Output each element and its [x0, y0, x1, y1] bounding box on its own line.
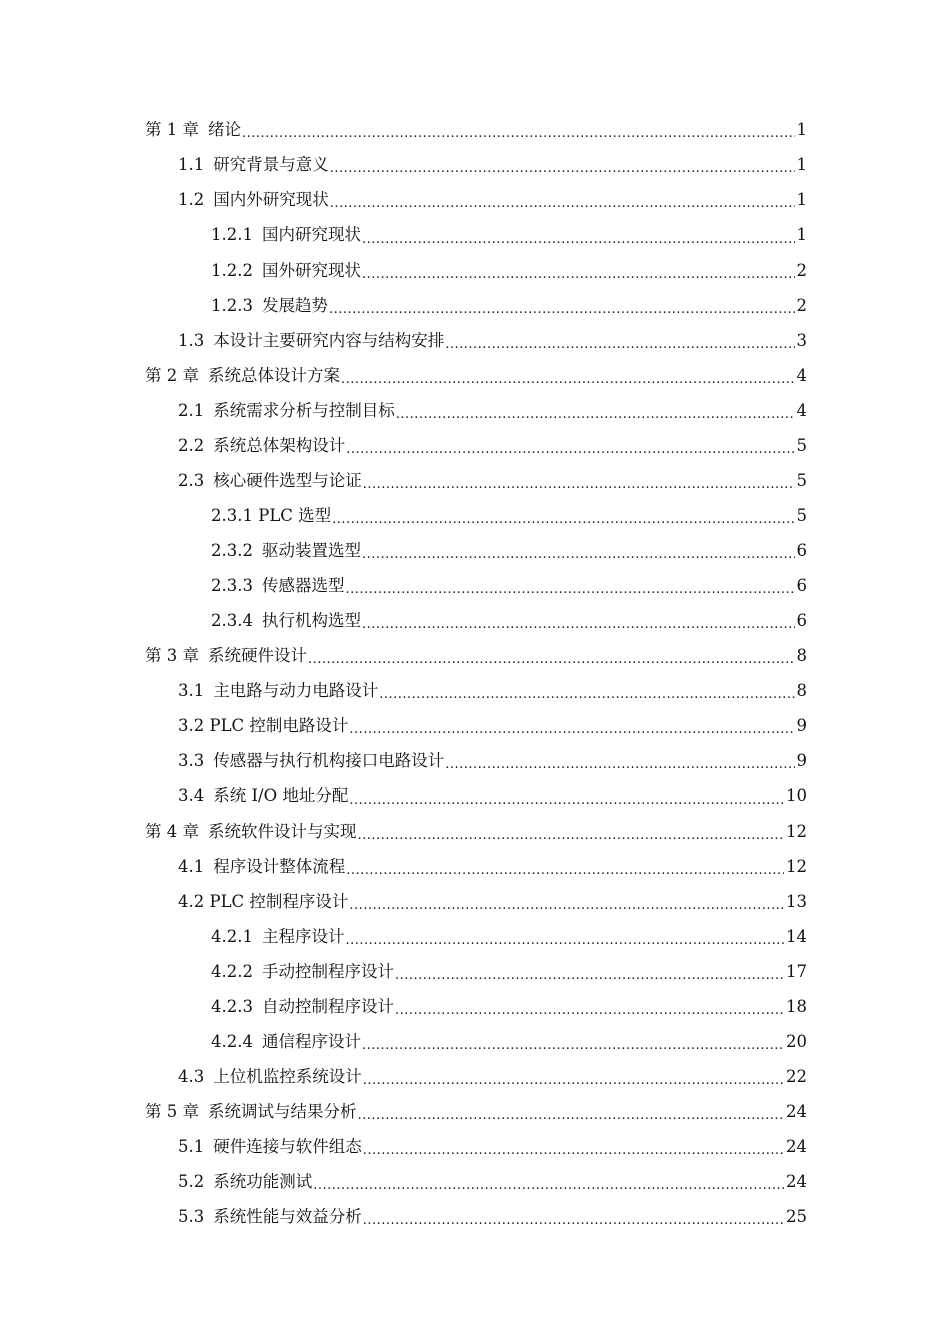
toc-entry[interactable] — [145, 569, 807, 604]
toc-entry-number: 2.3.4 — [211, 611, 253, 631]
toc-entry[interactable] — [145, 253, 807, 288]
toc-entry-page-number: 9 — [796, 716, 807, 736]
toc-entry-title: 传感器与执行机构接口电路设计 — [213, 751, 445, 771]
toc-entry-title: 驱动装置选型 — [261, 541, 361, 561]
toc-entry-page-number: 24 — [786, 1102, 807, 1122]
toc-entry[interactable] — [145, 113, 807, 148]
toc-entry-title: 发展趋势 — [261, 295, 328, 315]
toc-entry-title: 2.3.1 PLC 选型 — [211, 505, 332, 525]
toc-dot-leader — [362, 263, 795, 280]
toc-dot-leader — [363, 1069, 784, 1086]
toc-entry-title: 系统总体设计方案 — [208, 365, 340, 385]
toc-dot-leader — [341, 368, 795, 385]
toc-entry-title: 国内外研究现状 — [213, 190, 329, 210]
toc-entry[interactable] — [145, 499, 807, 534]
toc-entry-title: 3.2 PLC 控制电路设计 — [178, 716, 349, 736]
toc-entry-number: 1.2 — [178, 190, 205, 210]
toc-dot-leader — [395, 999, 784, 1016]
toc-entry-number: 4.2.3 — [211, 996, 253, 1016]
toc-entry-number: 1.2.1 — [211, 225, 253, 245]
toc-entry-page-number: 17 — [786, 961, 807, 981]
toc-entry-title: 本设计主要研究内容与结构安排 — [213, 330, 445, 350]
toc-entry-page-number: 3 — [796, 330, 807, 350]
toc-entry-page-number: 1 — [796, 225, 807, 245]
toc-entry-title: 系统调试与结果分析 — [208, 1102, 357, 1122]
toc-dot-leader — [346, 438, 794, 455]
toc-entry-title: 核心硬件选型与论证 — [213, 470, 362, 490]
toc-entry[interactable] — [145, 1025, 807, 1060]
toc-dot-leader — [362, 613, 795, 630]
toc-entry-title: 系统需求分析与控制目标 — [213, 400, 395, 420]
toc-entry[interactable] — [145, 884, 807, 919]
toc-entry-page-number: 25 — [786, 1207, 807, 1227]
toc-entry-number: 5.2 — [178, 1172, 205, 1192]
toc-entry-page-number: 18 — [786, 996, 807, 1016]
table-of-contents — [145, 113, 807, 1235]
toc-dot-leader — [358, 1104, 785, 1121]
toc-dot-leader — [345, 929, 784, 946]
toc-entry-page-number: 13 — [786, 891, 807, 911]
toc-entry-page-number: 2 — [796, 260, 807, 280]
toc-entry-number: 1.2.2 — [211, 260, 253, 280]
toc-entry-number: 4.3 — [178, 1066, 205, 1086]
toc-entry-number: 第 2 章 — [145, 365, 199, 385]
toc-entry-title: 系统功能测试 — [213, 1172, 313, 1192]
toc-dot-leader — [358, 824, 785, 841]
toc-entry-title: 上位机监控系统设计 — [213, 1066, 362, 1086]
toc-entry[interactable] — [145, 779, 807, 814]
toc-entry[interactable] — [145, 604, 807, 639]
toc-entry[interactable] — [145, 534, 807, 569]
toc-entry-number: 5.1 — [178, 1137, 205, 1157]
toc-entry-number: 第 3 章 — [145, 646, 199, 666]
toc-entry-title: 系统总体架构设计 — [213, 435, 346, 455]
toc-entry-page-number: 24 — [786, 1137, 807, 1157]
toc-entry-title: 传感器选型 — [261, 576, 345, 596]
toc-entry-page-number: 5 — [796, 505, 807, 525]
toc-entry[interactable] — [145, 323, 807, 358]
toc-entry-page-number: 4 — [796, 400, 807, 420]
toc-dot-leader — [362, 227, 795, 244]
toc-entry[interactable] — [145, 288, 807, 323]
toc-entry[interactable] — [145, 148, 807, 183]
toc-entry[interactable] — [145, 849, 807, 884]
toc-entry-page-number: 8 — [796, 681, 807, 701]
toc-entry[interactable] — [145, 394, 807, 429]
toc-dot-leader — [345, 578, 794, 595]
toc-entry-number: 4.2.4 — [211, 1031, 253, 1051]
toc-entry-title: 主电路与动力电路设计 — [213, 681, 379, 701]
toc-dot-leader — [330, 192, 795, 209]
toc-entry-page-number: 1 — [796, 120, 807, 140]
toc-entry-number: 4.1 — [178, 856, 205, 876]
toc-dot-leader — [308, 648, 795, 665]
toc-entry-page-number: 22 — [786, 1066, 807, 1086]
toc-entry-title: 研究背景与意义 — [213, 155, 329, 175]
toc-entry-number: 2.2 — [178, 435, 205, 455]
toc-entry[interactable] — [145, 1200, 807, 1235]
toc-entry[interactable] — [145, 1095, 807, 1130]
toc-entry[interactable] — [145, 990, 807, 1025]
toc-dot-leader — [362, 543, 795, 560]
toc-dot-leader — [395, 964, 784, 981]
toc-entry-number: 第 1 章 — [145, 120, 199, 140]
toc-entry-number: 2.3.2 — [211, 541, 253, 561]
toc-dot-leader — [379, 683, 794, 700]
toc-entry-number: 1.1 — [178, 155, 205, 175]
toc-entry-title: 主程序设计 — [261, 926, 345, 946]
toc-entry-title: 国外研究现状 — [261, 260, 361, 280]
toc-entry-title: 系统性能与效益分析 — [213, 1207, 362, 1227]
toc-dot-leader — [349, 788, 784, 805]
toc-entry-number: 第 5 章 — [145, 1102, 199, 1122]
toc-dot-leader — [363, 1139, 784, 1156]
toc-entry-title: 系统硬件设计 — [208, 646, 307, 666]
toc-entry-title: 系统 I/O 地址分配 — [213, 786, 349, 806]
toc-dot-leader — [242, 122, 795, 139]
toc-entry-number: 1.2.3 — [211, 295, 253, 315]
toc-dot-leader — [445, 333, 794, 350]
toc-entry-number: 2.3 — [178, 470, 205, 490]
toc-entry-number: 2.3.3 — [211, 576, 253, 596]
toc-entry[interactable] — [145, 814, 807, 849]
toc-entry[interactable] — [145, 955, 807, 990]
toc-entry-number: 1.3 — [178, 330, 205, 350]
toc-dot-leader — [349, 894, 784, 911]
toc-entry-number: 第 4 章 — [145, 821, 199, 841]
toc-entry-page-number: 9 — [796, 751, 807, 771]
toc-dot-leader — [330, 157, 795, 174]
toc-entry-number: 4.2.1 — [211, 926, 253, 946]
toc-dot-leader — [346, 859, 784, 876]
toc-entry-number: 3.1 — [178, 681, 205, 701]
toc-entry-title: 程序设计整体流程 — [213, 856, 346, 876]
toc-entry-number: 3.3 — [178, 751, 205, 771]
toc-dot-leader — [363, 1209, 784, 1226]
toc-entry-title: 绪论 — [208, 120, 241, 140]
toc-entry-title: 执行机构选型 — [261, 611, 361, 631]
toc-dot-leader — [363, 473, 795, 490]
toc-entry-number: 2.1 — [178, 400, 205, 420]
toc-entry[interactable] — [145, 183, 807, 218]
toc-entry[interactable] — [145, 218, 807, 253]
toc-entry-page-number: 1 — [796, 155, 807, 175]
toc-entry-page-number: 24 — [786, 1172, 807, 1192]
toc-entry[interactable] — [145, 709, 807, 744]
toc-entry-page-number: 12 — [786, 821, 807, 841]
toc-entry[interactable] — [145, 639, 807, 674]
toc-dot-leader — [313, 1174, 784, 1191]
toc-entry-title: 硬件连接与软件组态 — [213, 1137, 362, 1157]
toc-entry-title: 自动控制程序设计 — [261, 996, 394, 1016]
toc-entry[interactable] — [145, 674, 807, 709]
toc-entry-page-number: 1 — [796, 190, 807, 210]
toc-entry-title: 手动控制程序设计 — [261, 961, 394, 981]
toc-dot-leader — [329, 298, 795, 315]
toc-entry-page-number: 20 — [786, 1031, 807, 1051]
toc-entry[interactable] — [145, 1060, 807, 1095]
toc-entry[interactable] — [145, 1165, 807, 1200]
toc-entry-title: 通信程序设计 — [261, 1031, 361, 1051]
toc-entry-page-number: 6 — [796, 611, 807, 631]
toc-dot-leader — [396, 403, 795, 420]
toc-entry-page-number: 6 — [796, 576, 807, 596]
toc-entry[interactable] — [145, 744, 807, 779]
toc-dot-leader — [332, 508, 794, 525]
toc-entry-page-number: 10 — [786, 786, 807, 806]
toc-entry-number: 3.4 — [178, 786, 205, 806]
toc-entry-title: 4.2 PLC 控制程序设计 — [178, 891, 349, 911]
toc-entry[interactable] — [145, 358, 807, 393]
toc-entry-page-number: 5 — [796, 435, 807, 455]
toc-entry-page-number: 6 — [796, 541, 807, 561]
toc-entry-page-number: 12 — [786, 856, 807, 876]
toc-entry[interactable] — [145, 464, 807, 499]
toc-entry-page-number: 4 — [796, 365, 807, 385]
toc-dot-leader — [445, 753, 794, 770]
toc-entry-page-number: 8 — [796, 646, 807, 666]
toc-entry-number: 5.3 — [178, 1207, 205, 1227]
toc-entry-page-number: 5 — [796, 470, 807, 490]
toc-entry[interactable] — [145, 919, 807, 954]
toc-entry-page-number: 2 — [796, 295, 807, 315]
toc-entry-number: 4.2.2 — [211, 961, 253, 981]
toc-entry[interactable] — [145, 1130, 807, 1165]
toc-dot-leader — [349, 718, 794, 735]
toc-entry-title: 国内研究现状 — [261, 225, 361, 245]
toc-entry-title: 系统软件设计与实现 — [208, 821, 357, 841]
toc-dot-leader — [362, 1034, 784, 1051]
toc-entry-page-number: 14 — [786, 926, 807, 946]
toc-entry[interactable] — [145, 429, 807, 464]
